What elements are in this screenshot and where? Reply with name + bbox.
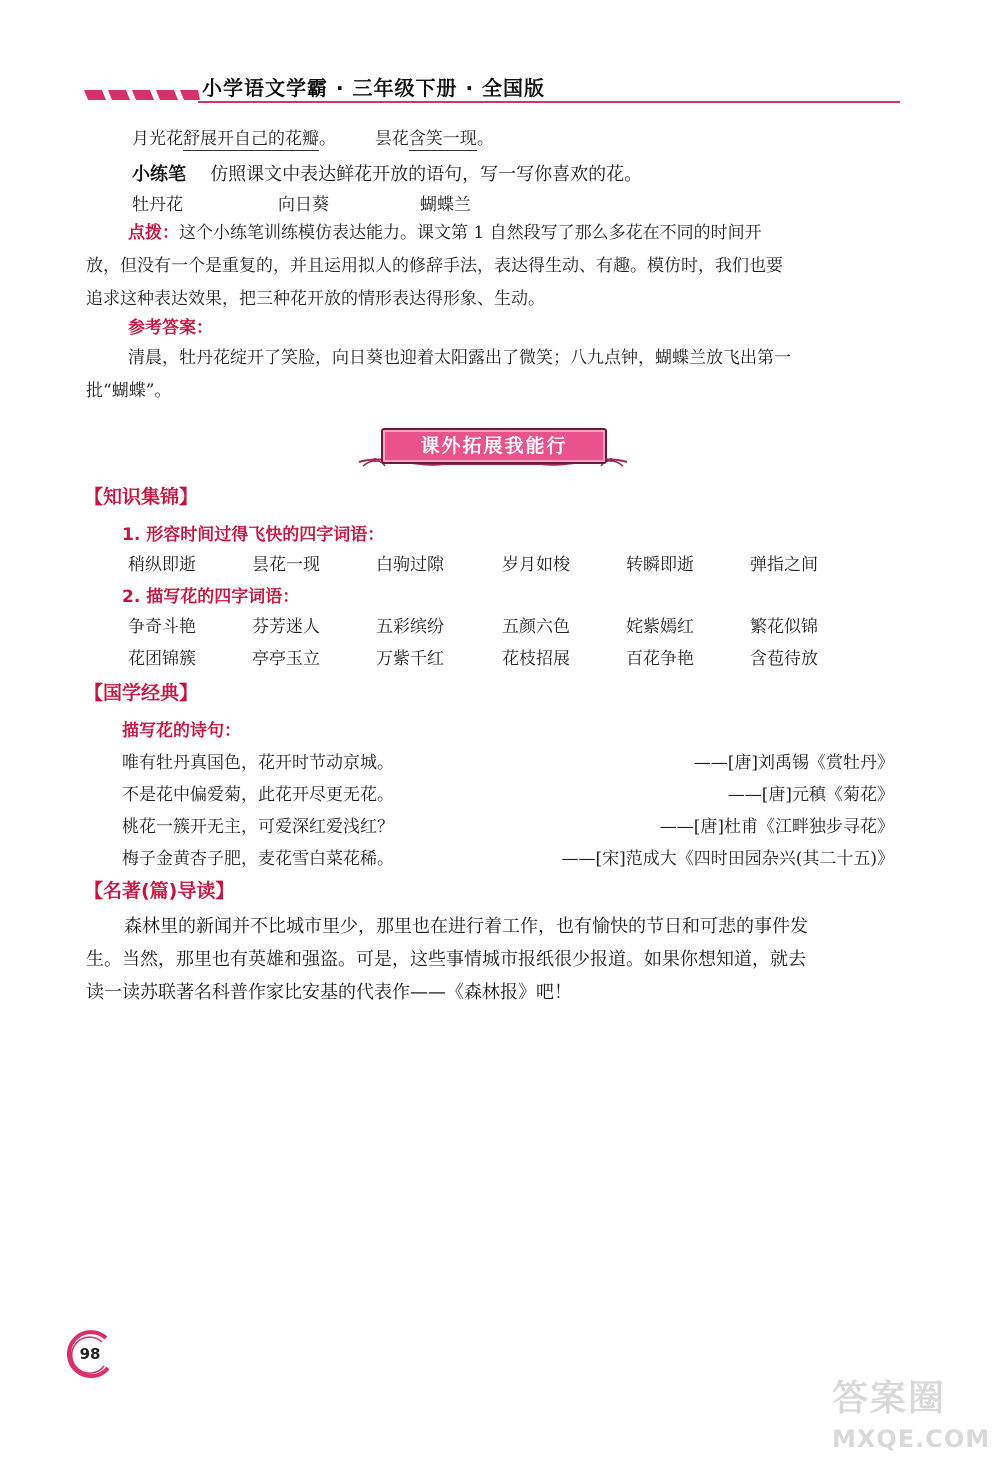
tip-line-3: 追求这种表达效果，把三种花开放的情形表达得形象、生动。 [86, 289, 545, 309]
word-item: 亭亭玉立 [252, 649, 320, 669]
page-number: 98 [79, 1345, 101, 1363]
word-item: 弹指之间 [750, 555, 818, 575]
intro-line [132, 124, 494, 149]
header-rule [198, 101, 900, 103]
reading-line-1: 森林里的新闻并不比城市里少，那里也在进行着工作，也有愉快的节日和可悲的事件发 [124, 916, 808, 937]
word-item: 花团锦簇 [128, 649, 196, 669]
watermark-top: 答案圈 [832, 1378, 947, 1419]
watermark-bottom: MXQE.COM [832, 1425, 991, 1453]
practice-flower-1: 牡丹花 [132, 195, 183, 215]
answer-line-2: 批“蝴蝶”。 [86, 381, 172, 401]
practice-flower-3: 蝴蝶兰 [420, 195, 471, 215]
word-item: 五彩缤纷 [376, 617, 444, 637]
practice-flower-2: 向日葵 [278, 195, 329, 215]
section-banner [355, 424, 631, 470]
word-item: 转瞬即逝 [626, 555, 694, 575]
tip-label: 点拨： [128, 223, 179, 243]
poem-source-1: ——[唐]刘禹锡《赏牡丹》 [693, 753, 894, 773]
intro-underline-b: 含笑一现 [408, 129, 477, 149]
poem-source-2: ——[唐]元稹《菊花》 [727, 785, 894, 805]
reading-line-2: 生。当然，那里也有英雄和强盗。可是，这些事情城市报纸很少报道。如果你想知道，就去 [86, 949, 806, 970]
reading-heading: 【名著(篇)导读】 [84, 880, 235, 902]
word-item: 岁月如梭 [502, 555, 570, 575]
intro-text-f: 。 [476, 129, 494, 149]
word-item: 争奇斗艳 [128, 617, 196, 637]
answer-paragraph [86, 342, 906, 408]
header-title: 小学语文学霸 · 三年级下册 · 全国版 [202, 76, 546, 100]
word-item: 芬芳迷人 [252, 617, 320, 637]
poem-line-4: 梅子金黄杏子肥，麦花雪白菜花稀。 [122, 849, 394, 869]
banner-title: 课外拓展我能行 [381, 428, 607, 464]
practice-prompt: 仿照课文中表达鲜花开放的语句，写一写你喜欢的花。 [210, 164, 643, 185]
poem-line-1: 唯有牡丹真国色，花开时节动京城。 [122, 753, 394, 773]
tip-line-2: 放，但没有一个是重复的，并且运用拟人的修辞手法，表达得生动、有趣。模仿时，我们也要 [86, 256, 783, 276]
intro-text-a: 月光花 [132, 129, 183, 149]
word-item: 白驹过隙 [376, 555, 444, 575]
word-item: 繁花似锦 [750, 617, 818, 637]
word-item: 百花争艳 [626, 649, 694, 669]
poem-source-4: ——[宋]范成大《四时田园杂兴(其二十五)》 [561, 849, 894, 869]
tip-paragraph [86, 217, 906, 316]
poem-source-3: ——[唐]杜甫《江畔独步寻花》 [659, 817, 894, 837]
word-item: 花枝招展 [502, 649, 570, 669]
word-item: 含苞待放 [750, 649, 818, 669]
answer-label: 参考答案： [128, 318, 213, 338]
knowledge-section2-row2 [0, 644, 1000, 670]
reading-line-3: 读一读苏联著名科普作家比安基的代表作——《森林报》吧！ [86, 982, 572, 1003]
word-item: 万紫千红 [376, 649, 444, 669]
practice-line [132, 158, 642, 191]
knowledge-section2-title: 2. 描写花的四字词语： [122, 587, 300, 607]
word-item: 昙花一现 [252, 555, 320, 575]
classics-subheading: 描写花的诗句： [122, 721, 241, 741]
practice-label: 小练笔 [132, 164, 186, 185]
intro-underline-a: 舒展开自己的花瓣 [183, 129, 319, 149]
knowledge-section2-row1 [0, 612, 1000, 638]
intro-text-c: 。 [319, 129, 336, 149]
word-item: 稍纵即逝 [128, 555, 196, 575]
poem-line-2: 不是花中偏爱菊，此花开尽更无花。 [122, 785, 394, 805]
classics-heading: 【国学经典】 [84, 682, 199, 704]
poem-line-3: 桃花一簇开无主，可爱深红爱浅红？ [122, 817, 394, 837]
header-stripes-decoration [84, 88, 200, 102]
knowledge-section1-title: 1. 形容时间过得飞快的四字词语： [122, 525, 385, 545]
knowledge-heading: 【知识集锦】 [84, 486, 199, 508]
answer-line-1: 清晨，牡丹花绽开了笑脸，向日葵也迎着太阳露出了微笑；八九点钟，蝴蝶兰放飞出第一 [128, 348, 791, 368]
watermark [832, 1370, 990, 1453]
tip-line-1: 这个小练笔训练模仿表达能力。课文第 1 自然段写了那么多花在不同的时间开 [179, 223, 762, 243]
word-item: 姹紫嫣红 [626, 617, 694, 637]
word-item: 五颜六色 [502, 617, 570, 637]
intro-text-d: 昙花 [374, 129, 409, 149]
knowledge-section1-words [0, 550, 1000, 576]
reading-paragraph [86, 910, 906, 1009]
